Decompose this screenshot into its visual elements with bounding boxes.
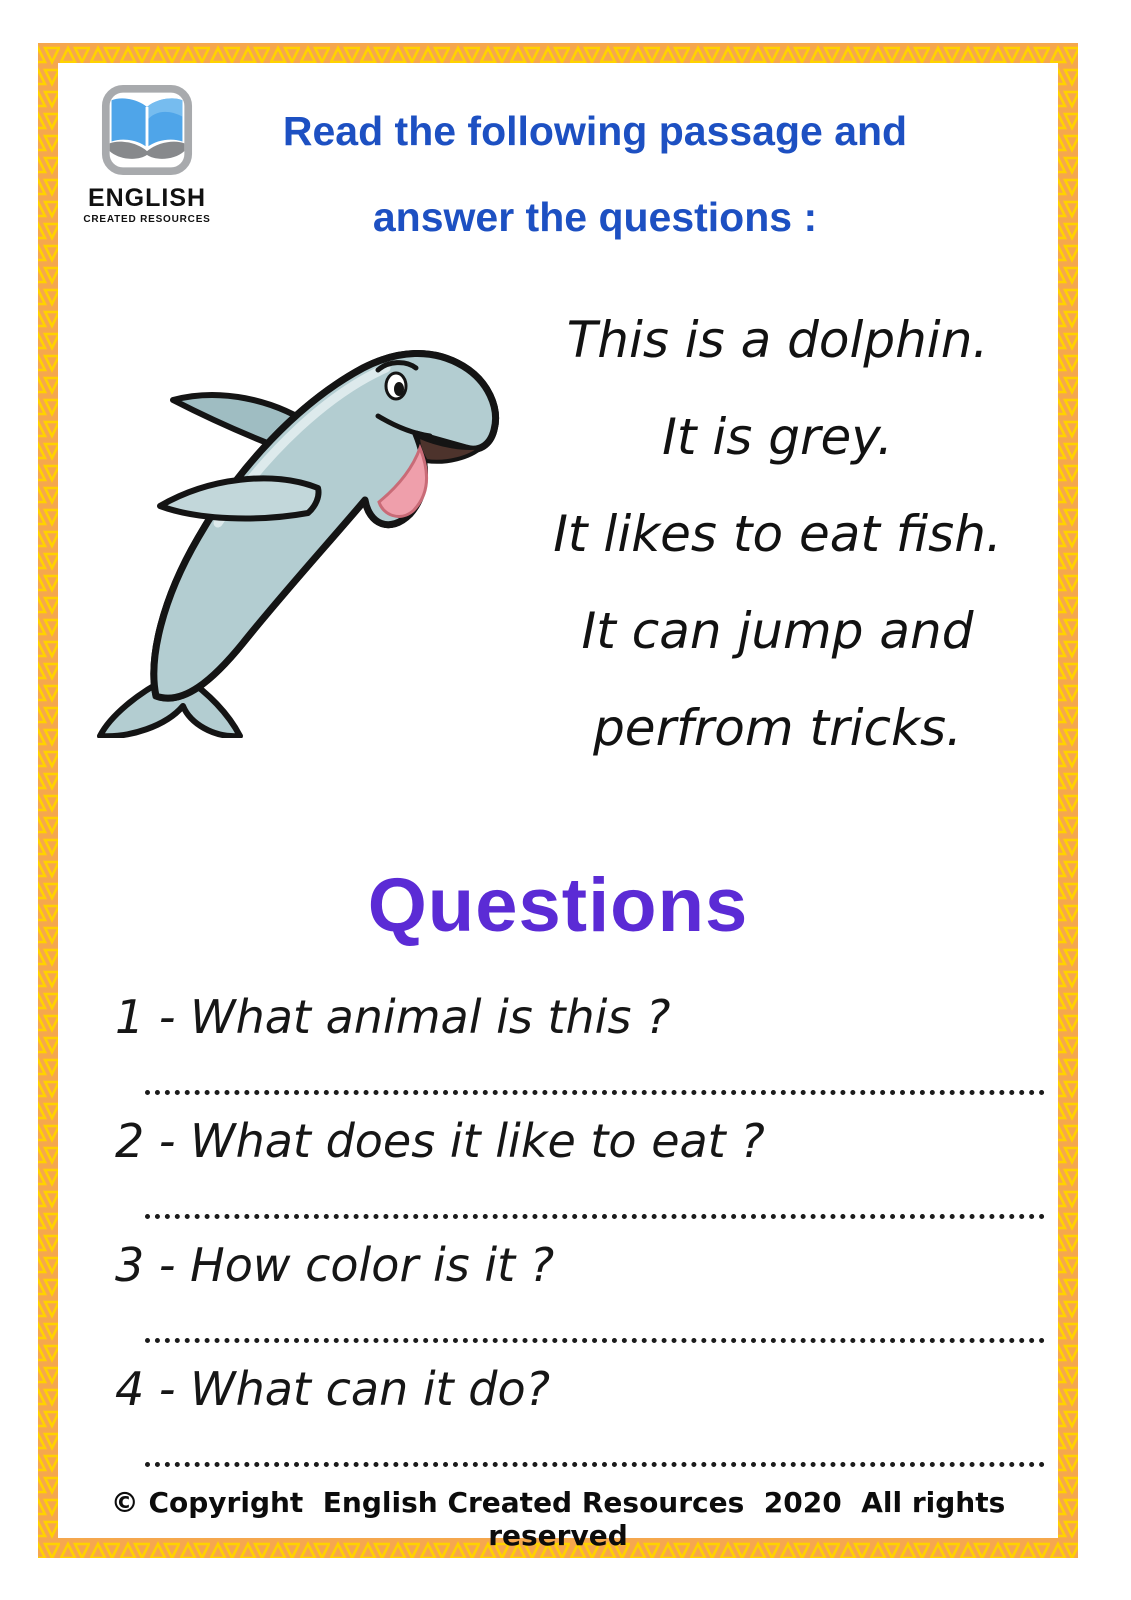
logo-subtitle: CREATED RESOURCES	[83, 214, 211, 225]
question-label: 3 - How color is it ?	[115, 1238, 555, 1292]
passage-line: perfrom tricks.	[593, 699, 962, 757]
passage	[490, 292, 1065, 777]
copyright-text: © Copyright English Created Resources 2020 All rights reserved	[110, 1486, 1016, 1552]
dolphin-illustration	[78, 298, 518, 738]
questions-list	[115, 992, 1045, 1488]
open-book-icon	[101, 84, 193, 176]
question-label: 1 - What animal is this ?	[115, 990, 671, 1044]
question-label: 4 - What can it do?	[115, 1362, 551, 1416]
passage-line: This is a dolphin.	[566, 311, 989, 369]
logo	[82, 84, 212, 225]
passage-line: It likes to eat fish.	[553, 505, 1002, 563]
answer-line	[145, 1090, 1045, 1095]
dolphin-pectoral-fin	[160, 478, 319, 518]
answer-line	[145, 1214, 1045, 1219]
passage-line: It can jump and	[581, 602, 974, 660]
answer-line	[145, 1462, 1045, 1467]
passage-line: It is grey.	[662, 408, 893, 466]
answer-line	[145, 1338, 1045, 1343]
question-label: 2 - What does it like to eat ?	[115, 1114, 765, 1168]
instruction-line-1: Read the following passage and	[282, 108, 908, 154]
instruction-line-2: answer the questions :	[372, 194, 818, 240]
instruction-heading	[195, 88, 995, 260]
questions-title: Questions	[367, 863, 749, 948]
logo-title: ENGLISH	[87, 184, 207, 212]
